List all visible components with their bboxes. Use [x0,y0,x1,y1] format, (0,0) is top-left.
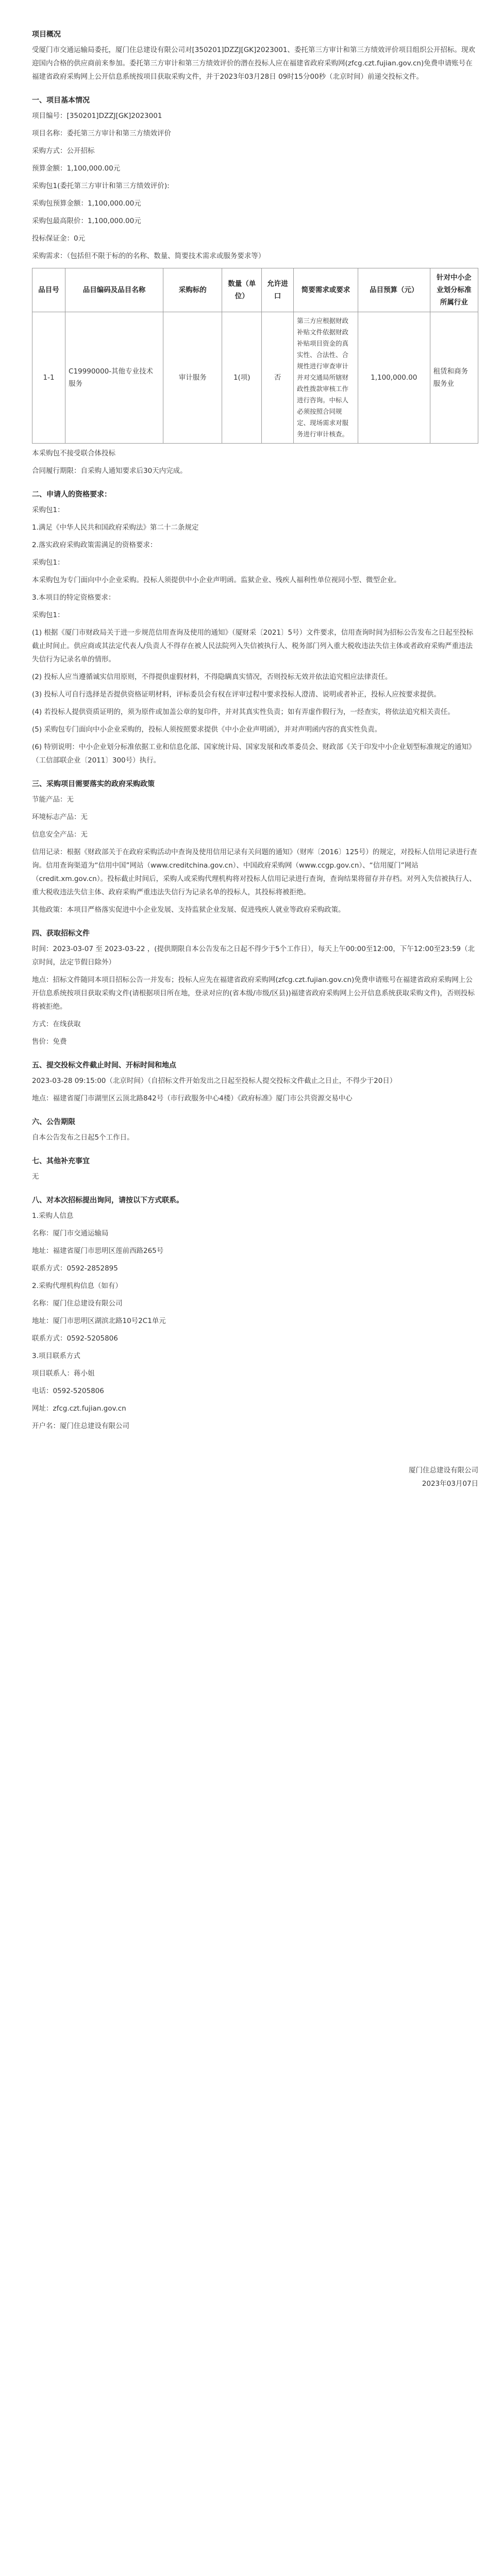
table-header-cell: 允许进口 [262,268,294,312]
item-quantity-cell: 1(项) [222,312,262,444]
section-other-title: 七、其他补充事宜 [32,1157,90,1165]
issuer-name: 开户名：厦门住总建设有限公司 [32,1422,129,1430]
buyer-address: 地址：福建省厦门市思明区莲前西路265号 [32,1247,164,1255]
table-header-cell: 品目编码及品目名称 [65,268,163,312]
procurement-table [32,268,478,444]
contact-phone: 电话：0592-5205806 [32,1387,104,1395]
policy-item: 信息安全产品：无 [32,831,88,839]
item-industry-cell: 租赁和商务服务业 [430,312,478,444]
table-header-row [32,268,478,312]
contact-web[interactable]: 网址：zfcg.czt.fujian.gov.cn [32,1404,126,1413]
requirement-item: (1) 根据《厦门市财政局关于进一步规范信用查询及使用的通知》（厦财采〔2021〕5号）文件要求，信用查询时间为招标公告发布之日起至投标截止时间止。供应商或其法定代表人/负责人不得存在被人民法院列入失信被执行人、税务部门列入重大税收违法失信主体或者政府采购严重违法失信行为记录名单的情形。 [32,629,474,664]
obtain-means: 方式：在线获取 [32,1020,81,1028]
requirement-item: 2.落实政府采购政策需满足的资格要求： [32,541,157,549]
other-text: 无 [32,1173,39,1181]
table-header-cell: 简要需求或要求 [294,268,358,312]
procurement-method: 采购方式：公开招标 [32,147,95,155]
requirement-item: (2) 投标人应当遵循诚实信用原则，不得提供虚假材料，不得隐瞒真实情况，否则投标无效并依法追究相应法律责任。 [32,673,392,681]
obtain-time: 时间：2023-03-07 至 2023-03-22 ，(提供期限自本公告发布之日起不得少于5个工作日），每天上午00:00至12:00，下午12:00至23:59（北京时间，法定节假日除外） [32,945,475,967]
announcement-page [32,18,478,1490]
buyer-title: 1.采购人信息 [32,1212,74,1220]
project-number: 项目编号：[350201]DZZJ[GK]2023001 [32,112,162,120]
project-name: 项目名称：委托第三方审计和第三方绩效评价 [32,129,171,138]
signature-block [32,1464,478,1490]
requirement-item: 采购包1： [32,611,64,619]
item-brief-cell: 第三方应根据财政补贴文件依据财政补贴项目资金的真实性、合法性、合规性进行审查审计并对交通局所辖财政性拨款审核工作进行咨询。中标人必须按照合同规定、现场需求对服务进行审计核查。 [294,312,358,444]
table-header-cell: 采购标的 [163,268,222,312]
contact-person: 项目联系人：蒋小姐 [32,1369,95,1378]
item-target-cell: 审计服务 [163,312,222,444]
section-basic-title: 一、项目基本情况 [32,96,90,105]
agent-name: 名称：厦门住总建设有限公司 [32,1299,123,1308]
consortium-note: 本采购包不接受联合体投标 [32,449,115,457]
item-code-cell: C19990000-其他专业技术服务 [65,312,163,444]
policy-item: 信用记录：根据《财政部关于在政府采购活动中查询及使用信用记录有关问题的通知》（财库〔2016〕125号）的规定，对投标人信用记录进行查询。信用查询渠道为“信用中国”网站（www.creditchina.gov.cn）、中国政府采购网（www.ccgp.gov.cn）、“信用厦门”网站（credit.xm.gov.cn）。投标截止时间后，采购人或采购代理机构将对投标人信用记录进行查询，查询结果将留存并存档。对列入失信被执行人、重大税收违法失信主体、政府采购严重违法失信行为记录名单的投标人，其投标将被拒绝。 [32,848,477,896]
table-header-cell: 品目预算（元） [358,268,430,312]
item-budget-cell: 1,100,000.00 [358,312,430,444]
requirement-item: (3) 投标人可自行选择是否提供资格证明材料，评标委员会有权在评审过程中要求投标人澄清、说明或者补正，投标人应按要求提供。 [32,690,441,699]
section-contact-title: 八、对本次招标提出询问，请按以下方式联系。 [32,1196,183,1205]
section-period-title: 六、公告期限 [32,1118,75,1126]
table-row [32,312,478,444]
requirement-item: (4) 若投标人提供资质证明的，须为原件或加盖公章的复印件，并对其真实性负责；如有弄虚作假行为，一经查实，将依法追究相关责任。 [32,708,455,716]
buyer-name: 名称：厦门市交通运输局 [32,1229,109,1238]
table-header-cell: 针对中小企业划分标准所属行业 [430,268,478,312]
procurement-demand: 采购需求：（包括但不限于标的的名称、数量、简要技术需求或服务要求等） [32,252,265,260]
item-import-cell: 否 [262,312,294,444]
requirement-item: (6) 特别说明：中小企业划分标准依据工业和信息化部、国家统计局、国家发展和改革委员会、财政部《关于印发中小企业划型标准规定的通知》（工信部联企业〔2011〕300号）执行。 [32,743,476,765]
requirement-package: 采购包1： [32,506,64,514]
agent-address: 地址：厦门市思明区湖滨北路10号2C1单元 [32,1317,166,1325]
section-obtain-title: 四、获取招标文件 [32,929,90,938]
section-submit-title: 五、提交投标文件截止时间、开标时间和地点 [32,1061,176,1070]
policy-item: 其他政策：本项目严格落实促进中小企业发展、支持监狱企业发展、促进残疾人就业等政府采购政策。 [32,906,345,914]
budget-amount: 预算金额：1,100,000.00元 [32,164,121,173]
section-requirement-title: 二、申请人的资格要求： [32,490,111,499]
contract-term: 合同履行期限：自采购人通知要求后30天内完成。 [32,467,187,475]
period-text: 自本公告发布之日起5个工作日。 [32,1133,134,1142]
agent-phone: 联系方式：0592-5205806 [32,1334,118,1343]
requirement-item: 采购包1： [32,558,64,567]
bid-bond: 投标保证金：0元 [32,234,86,243]
policy-item: 节能产品：无 [32,795,74,804]
package-budget: 采购包预算金额：1,100,000.00元 [32,199,141,208]
obtain-price: 售价：免费 [32,1038,67,1046]
requirement-item: 本采购包为专门面向中小企业采购。投标人须提供中小企业声明函。监狱企业、残疾人福利性单位视同小型、微型企业。 [32,576,401,584]
buyer-phone: 联系方式：0592-2852895 [32,1264,118,1273]
contact-title: 3.项目联系方式 [32,1352,80,1360]
item-number-cell: 1-1 [32,312,65,444]
policy-item: 环境标志产品：无 [32,813,88,821]
signature-org: 厦门住总建设有限公司 [409,1466,478,1475]
submit-time: 2023-03-28 09:15:00（北京时间）（自招标文件开始发出之日起至投标人提交投标文件截止之日止，不得少于20日） [32,1077,397,1085]
obtain-place: 地点：招标文件随同本项目招标公告一并发布；投标人应先在福建省政府采购网(zfcg.czt.fujian.gov.cn)免费申请账号在福建省政府采购网上公开信息系统按项目获取采购文件(请根据项目所在地，登录对应的(省本级/市级/区县))福建省政府采购网上公开信息系统获取采购文件)，否则投标将被拒绝。 [32,976,475,1011]
table-header-cell: 数量（单位） [222,268,262,312]
signature-date: 2023年03月07日 [422,1480,478,1488]
requirement-item: 3.本项目的特定资格要求： [32,594,115,602]
overview-intro: 受厦门市交通运输局委托，厦门住总建设有限公司对[350201]DZZJ[GK]2023001、委托第三方审计和第三方绩效评价项目组织公开招标。现欢迎国内合格的供应商前来参加。委托第三方审计和第三方绩效评价的潜在投标人应在福建省政府采购网(zfcg.czt.fujian.gov.cn)免费申请账号在福建省政府采购网上公开信息系统按项目获取采购文件，并于2023年03月28日 09时15分00秒（北京时间）前递交投标文件。 [32,46,475,81]
table-header-cell: 品目号 [32,268,65,312]
overview-title: 项目概况 [32,30,61,39]
package-max-price: 采购包最高限价：1,100,000.00元 [32,217,141,225]
agent-title: 2.采购代理机构信息（如有） [32,1282,122,1290]
requirement-item: (5) 采购包专门面向中小企业采购的，投标人须按照要求提供《中小企业声明函》，并对声明函内容的真实性负责。 [32,725,382,734]
section-policy-title: 三、采购项目需要落实的政府采购政策 [32,780,155,788]
submit-place: 地点：福建省厦门市湖里区云顶北路842号（市行政服务中心4楼）《政府标准》厦门市公共资源交易中心 [32,1094,353,1103]
requirement-item: 1.满足《中华人民共和国政府采购法》第二十二条规定 [32,523,199,532]
package-title: 采购包1(委托第三方审计和第三方绩效评价): [32,182,170,190]
